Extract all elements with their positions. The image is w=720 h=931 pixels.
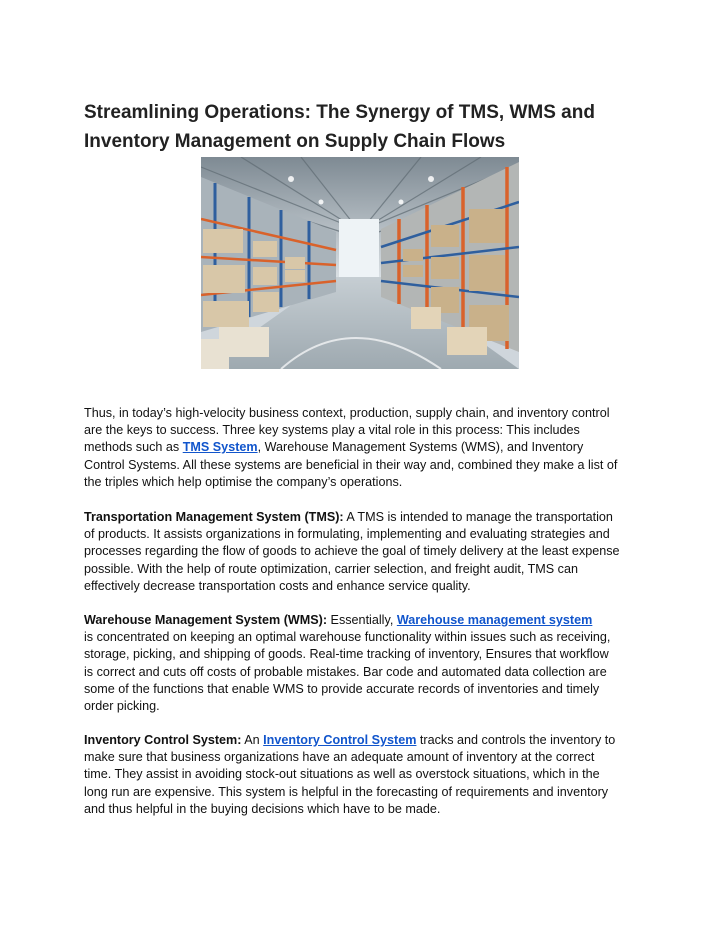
intro-line: Thus, in today’s high-velocity business context, production, supply chain, and inventory control (84, 406, 610, 420)
wms-line: some of the functions that enable WMS to provide accurate records of inventories and timely (84, 681, 600, 696)
ics-line (84, 732, 640, 749)
ics-line: time. They assist in avoiding stock-out situations as well as overstock situations, which in the (84, 767, 600, 782)
ics-heading: Inventory Control System: (84, 733, 242, 747)
ics-text: An (241, 733, 264, 747)
title-line-1: Streamlining Operations: The Synergy of TMS, WMS and (84, 102, 595, 123)
wms-line: storage, picking, and shipping of goods. Real-time tracking of inventory, Ensures that workflow (84, 647, 609, 662)
tms-line: of products. It assists organizations in formulating, implementing and evaluating strategies and (84, 527, 610, 542)
intro-text: , Warehouse Management Systems (WMS), and Inventory (257, 440, 584, 455)
tms-line: effectively decrease transportation costs and enhance service quality. (84, 578, 471, 593)
wms-line (84, 612, 640, 629)
wms-line: is correct and cuts off costs of probable mistakes. Bar code and automated data collection are (84, 664, 607, 679)
intro-line: Control Systems. All these systems are beneficial in their way and, combined they make a list of (84, 457, 618, 472)
warehouse-photo (201, 157, 519, 369)
wms-heading: Warehouse Management System (WMS): (84, 613, 328, 627)
ics-paragraph (84, 732, 640, 818)
intro-paragraph (84, 405, 640, 491)
intro-line: the triples which help optimise the company’s operations. (84, 474, 403, 489)
ics-line: and thus helpful in the buying decisions which have to be made. (84, 801, 441, 816)
tms-system-link[interactable]: TMS System (182, 440, 258, 455)
wms-line: is concentrated on keeping an optimal warehouse functionality within issues such as receiving, (84, 630, 611, 645)
ics-line: make sure that business organizations have an adequate amount of inventory at the correct (84, 750, 595, 765)
tms-line: possible. With the help of route optimization, carrier selection, and freight audit, TMS can (84, 561, 578, 576)
warehouse-management-system-link[interactable]: Warehouse management system (396, 613, 593, 627)
wms-line: order picking. (84, 699, 160, 714)
warehouse-illustration (201, 157, 519, 369)
title-line-2: Inventory Management on Supply Chain Flows (84, 131, 506, 152)
ics-text: tracks and controls the inventory to (416, 733, 616, 747)
wms-paragraph (84, 612, 640, 715)
tms-paragraph (84, 509, 640, 595)
document-title (84, 98, 644, 156)
ics-line: long run are expensive. This system is helpful in the forecasting of requirements and inventory (84, 784, 609, 799)
intro-line (84, 439, 640, 456)
wms-text: Essentially, (327, 613, 397, 627)
intro-text: methods such as (84, 440, 183, 455)
tms-line: processes regarding the flow of goods to achieve the goal of timely delivery at the least expense (84, 544, 620, 559)
intro-line: are the keys to success. Three key systems play a vital role in this process: This includes (84, 423, 580, 438)
tms-heading: Transportation Management System (TMS): (84, 510, 344, 524)
tms-line (84, 509, 640, 526)
tms-text: A TMS is intended to manage the transportation (343, 510, 613, 524)
inventory-control-system-link[interactable]: Inventory Control System (263, 733, 417, 747)
